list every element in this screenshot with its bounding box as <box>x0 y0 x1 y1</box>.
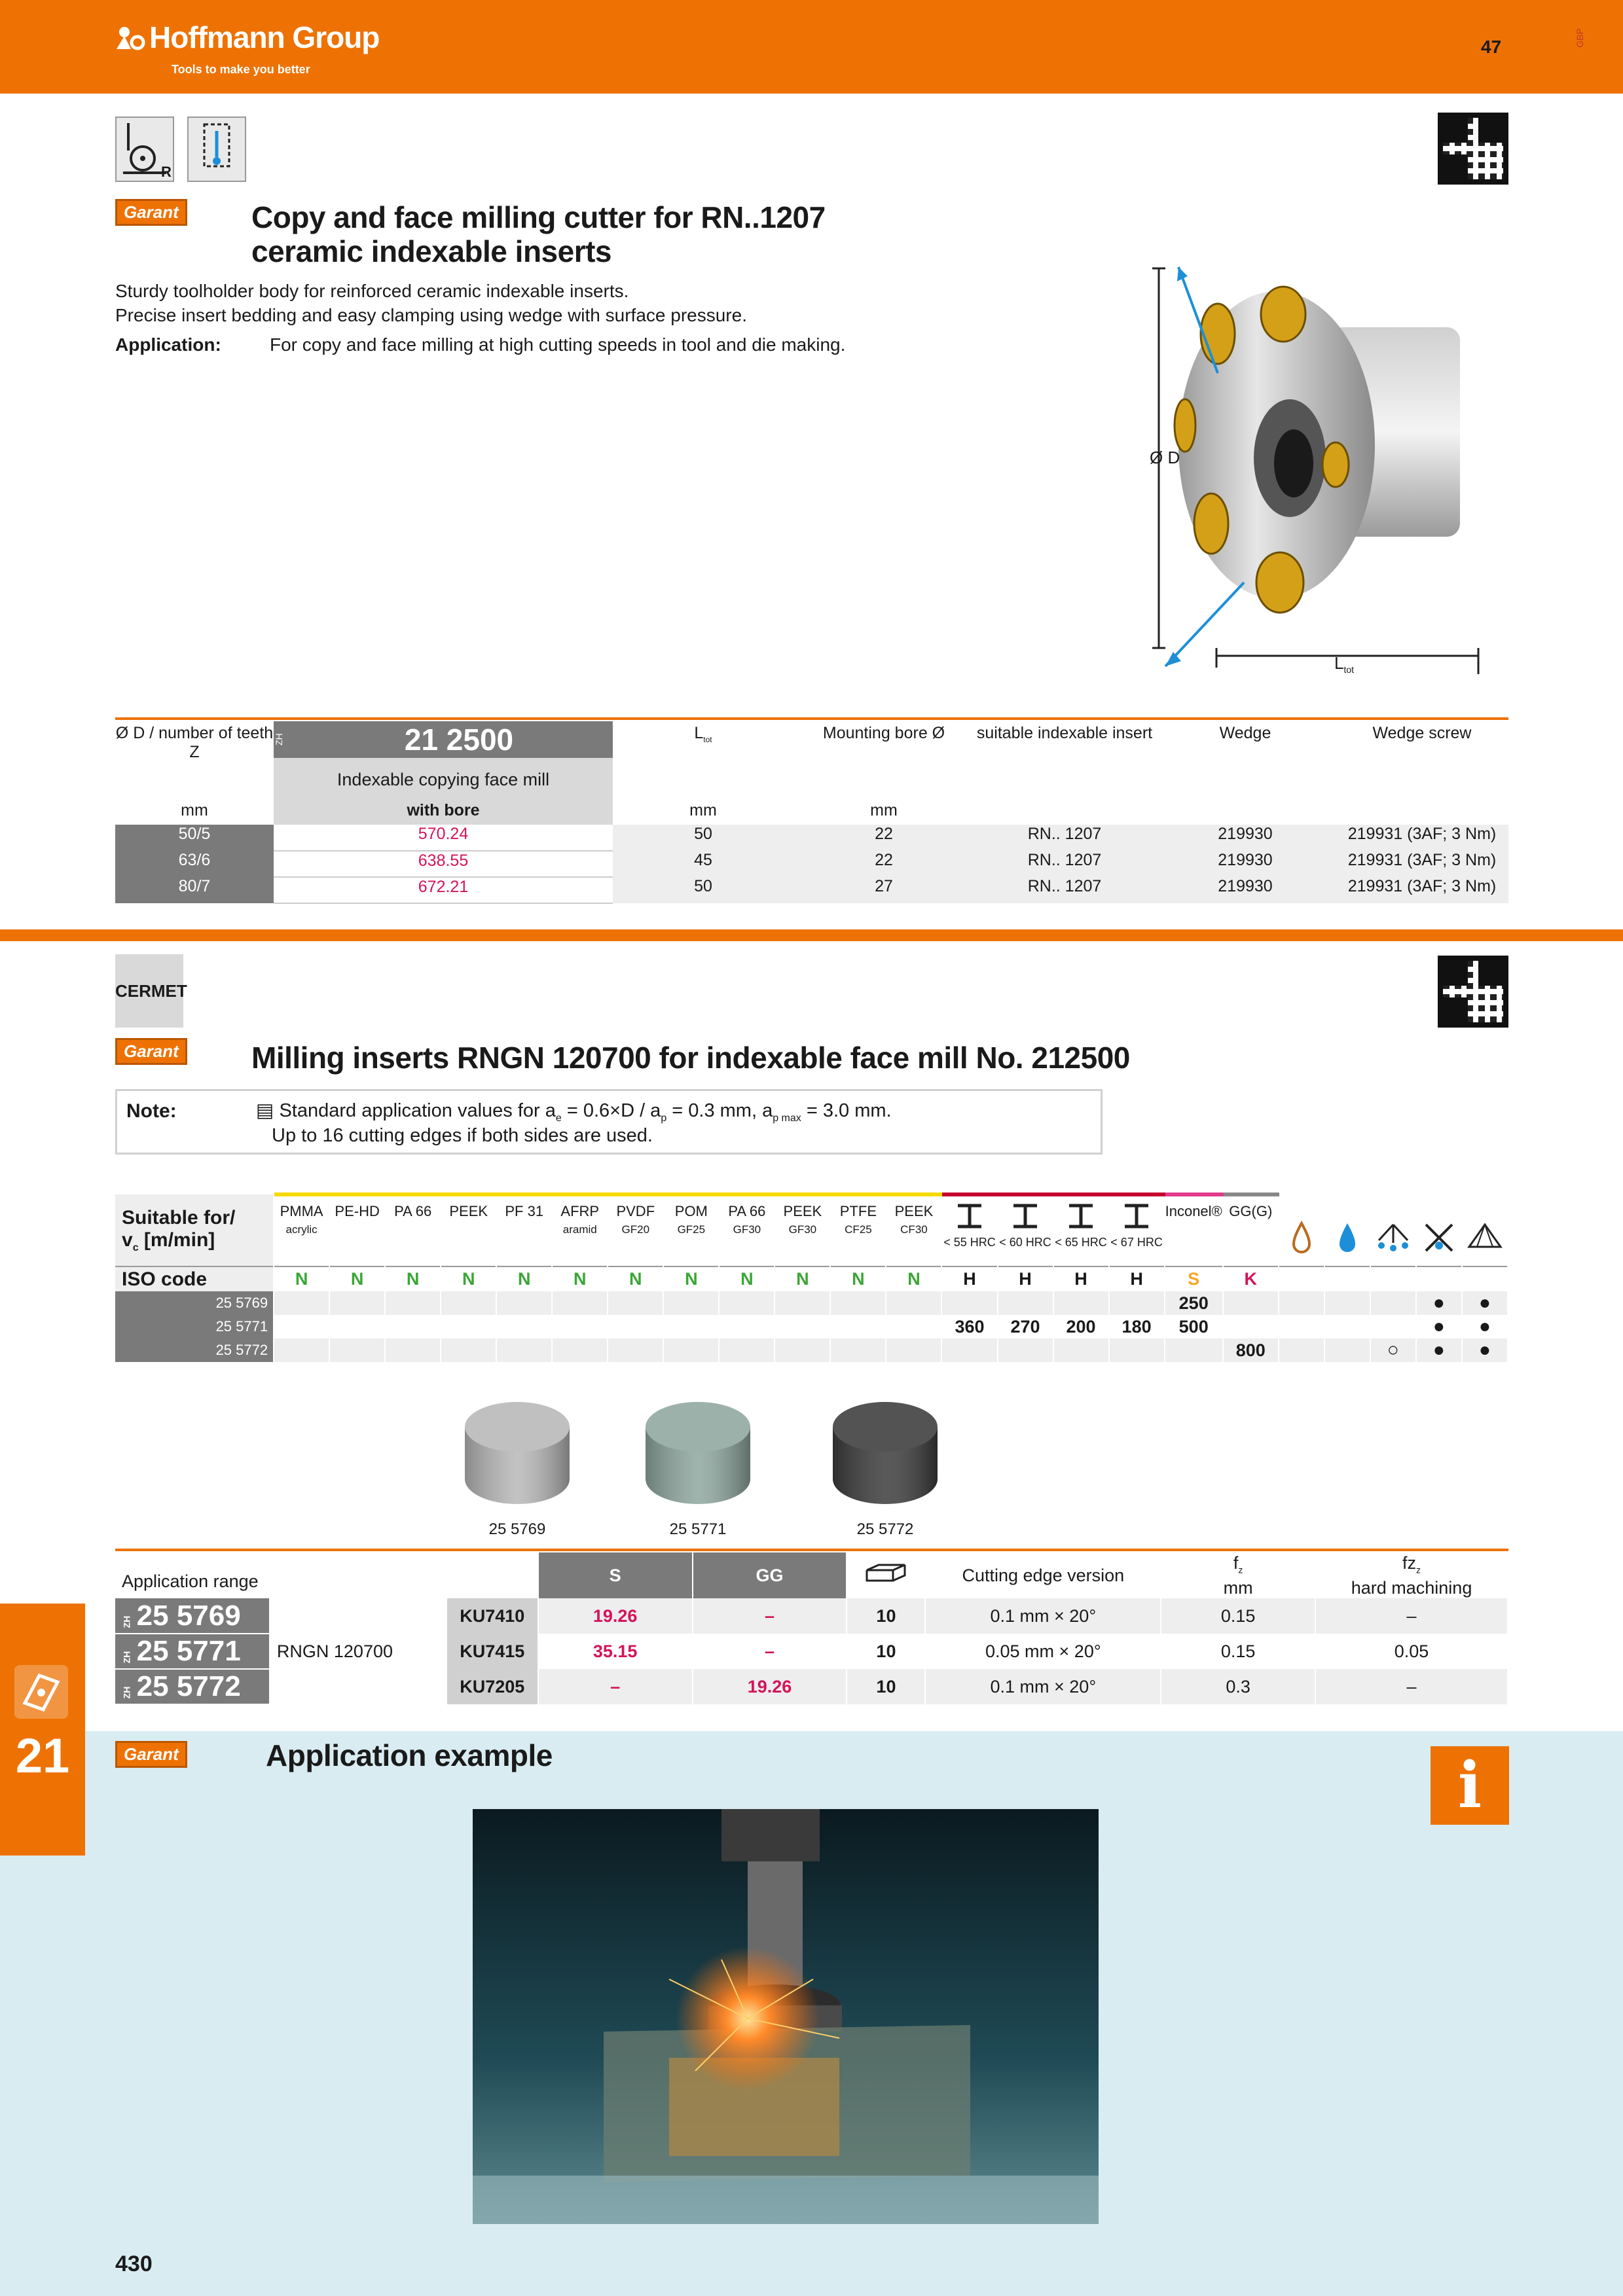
col-fz-hard: $fz_z$ hard machining <box>1315 1552 1508 1598</box>
material-column: Inconel® <box>1165 1194 1223 1266</box>
page-number-top: 47 <box>1481 37 1502 57</box>
material-column: GG(G) <box>1223 1194 1279 1266</box>
application-text: For copy and face milling at high cutting speeds in tool and die making. <box>270 334 846 355</box>
iso-code: H <box>1109 1266 1165 1291</box>
col-wedge-screw: Wedge screw <box>1372 724 1472 742</box>
application-example-title: Application example <box>266 1738 553 1772</box>
iso-code: N <box>608 1266 663 1291</box>
table-row: 50/5 570.24 50 22 RN.. 1207 219930 219931 (3AF; 3 Nm) <box>115 825 1508 851</box>
steel-beam-icon <box>1010 1203 1041 1229</box>
article-description: Indexable copying face mill <box>274 758 613 801</box>
garant-badge: Garant <box>115 1741 187 1768</box>
article-number[interactable]: ZH 25 5771 <box>115 1634 270 1669</box>
article-number[interactable]: ZH 25 5769 <box>115 1598 270 1634</box>
pack-qty: 10 <box>847 1669 925 1704</box>
note-line1: ▤ Standard application values for $a_e = 0.6\times D / a_p = 0.3$ mm, $a_{p max} = 3.0$ mm. <box>256 1100 892 1124</box>
brand-tagline: Tools to make you better <box>172 63 310 76</box>
article-code[interactable]: 25 5771 <box>115 1315 274 1338</box>
table-row: 63/6 638.55 45 22 RN.. 1207 219930 219931 (3AF; 3 Nm) <box>115 851 1508 877</box>
insert-chapter-icon <box>12 1662 71 1721</box>
inserts-price-table <box>115 1552 1508 1705</box>
garant-badge: Garant <box>115 199 187 226</box>
package-icon <box>847 1552 925 1598</box>
material-column: PVDF GF20 <box>608 1194 663 1266</box>
col-length: $L_{tot}$ <box>694 724 712 744</box>
price-gg[interactable]: – <box>693 1598 847 1634</box>
grade: KU7415 <box>447 1634 538 1669</box>
material-cermet-label: CERMET <box>115 954 183 1028</box>
price[interactable]: 638.55 <box>274 851 613 877</box>
article-code[interactable]: 25 5772 <box>115 1338 274 1362</box>
iso-code: S <box>1165 1266 1223 1291</box>
iso-code: N <box>830 1266 886 1291</box>
table-row: 25 5771 360 270 200 180 500 ● ● <box>115 1315 1508 1338</box>
price-s[interactable]: 35.15 <box>538 1634 693 1669</box>
unit-mm: mm <box>181 801 208 819</box>
chapter-number: 21 <box>15 1729 70 1783</box>
article-subtitle: with bore <box>274 801 613 825</box>
table-row <box>115 1598 1508 1634</box>
application-range-label: Application range <box>115 1552 538 1598</box>
note-line2: Up to 16 cutting edges if both sides are used. <box>272 1125 653 1146</box>
iso-code: N <box>886 1266 941 1291</box>
dry-icon <box>1288 1221 1315 1253</box>
iso-code: N <box>385 1266 441 1291</box>
fz: 0.15 <box>1161 1598 1315 1634</box>
steel-beam-icon <box>1065 1203 1097 1229</box>
table-row: 80/7 672.21 50 27 RN.. 1207 219930 219931 (3AF; 3 Nm) <box>115 877 1508 903</box>
price-gg[interactable]: 19.26 <box>693 1669 847 1704</box>
iso-code: N <box>719 1266 775 1291</box>
length-label: $L_{tot}$ <box>1334 653 1355 675</box>
iso-code: H <box>941 1266 997 1291</box>
copy-milling-icon <box>115 117 174 182</box>
grade: KU7410 <box>447 1598 538 1634</box>
qr-code-icon[interactable] <box>1438 113 1508 185</box>
price-s[interactable]: – <box>538 1669 693 1704</box>
material-column: < 55 HRC <box>941 1194 997 1266</box>
note-label: Note: <box>126 1100 177 1122</box>
insert-image <box>826 1394 944 1538</box>
iso-code: N <box>552 1266 608 1291</box>
article-code[interactable]: 25 5769 <box>115 1291 274 1315</box>
col-insert: suitable indexable insert <box>976 724 1153 742</box>
iso-code: N <box>441 1266 496 1291</box>
material-column: PEEK CF30 <box>886 1194 941 1266</box>
material-column: < 67 HRC <box>1109 1194 1165 1266</box>
unit-mm: mm <box>689 801 717 819</box>
price-gg[interactable]: – <box>693 1634 847 1669</box>
price[interactable]: 672.21 <box>274 877 613 903</box>
cutting-edge: 0.1 mm × 20° <box>925 1669 1161 1704</box>
insert-label: 25 5771 <box>669 1520 727 1538</box>
designation: RNGN 120700 <box>270 1598 447 1704</box>
steel-beam-icon <box>954 1203 985 1229</box>
insert-image <box>458 1394 576 1538</box>
iso-code: H <box>1053 1266 1109 1291</box>
iso-code: N <box>496 1266 552 1291</box>
table-row: 25 5769 250 ● ● <box>115 1291 1508 1315</box>
grade: KU7205 <box>447 1669 538 1704</box>
material-column: < 60 HRC <box>998 1194 1053 1266</box>
material-column: PF 31 <box>496 1194 552 1266</box>
material-column: PMMA acrylic <box>274 1194 329 1266</box>
product-title-line2: ceramic indexable inserts <box>251 234 612 268</box>
price[interactable]: 570.24 <box>274 825 613 851</box>
document-icon: ▤ <box>256 1100 274 1121</box>
col-wedge: Wedge <box>1219 724 1271 742</box>
table3-top-rule <box>115 1549 1508 1551</box>
air-blast-icon <box>1467 1221 1503 1253</box>
material-column: PE-HD <box>329 1194 385 1266</box>
application-photo <box>473 1809 1099 2224</box>
section-divider <box>0 929 1623 941</box>
material-column: PA 66 GF30 <box>719 1194 775 1266</box>
iso-code: N <box>329 1266 385 1291</box>
insert-image <box>639 1394 757 1538</box>
note-box <box>115 1089 1103 1155</box>
suitable-for-label: Suitable for/ $v_c$ [m/min] <box>115 1194 274 1266</box>
fz-hard: 0.05 <box>1315 1634 1508 1669</box>
cutting-edge: 0.1 mm × 20° <box>925 1598 1161 1634</box>
pack-qty: 10 <box>847 1634 925 1669</box>
iso-code: H <box>998 1266 1053 1291</box>
insert-label: 25 5769 <box>488 1520 546 1538</box>
material-column: PTFE CF25 <box>830 1194 886 1266</box>
zh-label: ZH <box>274 721 305 758</box>
application-label: Application: <box>115 334 221 355</box>
unit-mm: mm <box>870 801 898 819</box>
iso-code-label: ISO code <box>115 1266 274 1291</box>
product-description-line2: Precise insert bedding and easy clamping using wedge with surface pressure. <box>115 305 747 325</box>
no-coolant-icon <box>1421 1221 1457 1253</box>
currency-label: GBP <box>1574 28 1585 48</box>
steel-beam-icon <box>1121 1203 1152 1229</box>
spray-coolant-icon <box>1375 1221 1412 1253</box>
article-number: 21 2500 <box>305 721 613 758</box>
fz-hard: – <box>1315 1598 1508 1634</box>
qr-code-icon[interactable] <box>1438 956 1508 1028</box>
material-column: PEEK GF30 <box>775 1194 830 1266</box>
internal-coolant-icon <box>187 117 246 182</box>
insert-label: 25 5772 <box>856 1520 914 1538</box>
material-column: PA 66 <box>385 1194 441 1266</box>
milling-cutter-image <box>1139 255 1493 681</box>
brand-logo[interactable] <box>115 20 379 55</box>
hoffmann-logo-icon <box>115 24 145 50</box>
garant-badge: Garant <box>115 1038 187 1065</box>
col-gg: GG <box>693 1552 847 1598</box>
price-s[interactable]: 19.26 <box>538 1598 693 1634</box>
iso-code: N <box>663 1266 719 1291</box>
article-number[interactable]: ZH 25 5772 <box>115 1669 270 1704</box>
material-column: POM GF25 <box>663 1194 719 1266</box>
material-column: AFRP aramid <box>552 1194 608 1266</box>
suitability-table <box>115 1193 1508 1362</box>
iso-code: N <box>775 1266 830 1291</box>
iso-code: N <box>274 1266 329 1291</box>
iso-code: K <box>1223 1266 1279 1291</box>
page-number-bottom: 430 <box>115 2251 153 2276</box>
icon-label-r: R <box>161 164 172 180</box>
table-row: 25 5772 800 ○ ● ● <box>115 1338 1508 1362</box>
col-cutting-edge: Cutting edge version <box>925 1552 1161 1598</box>
material-column: < 65 HRC <box>1053 1194 1109 1266</box>
coolant-icon <box>1334 1221 1360 1253</box>
table1-top-rule <box>115 717 1508 720</box>
brand-name: Hoffmann Group <box>149 20 380 54</box>
col-diameter: Ø D / number of teeth Z <box>115 724 274 761</box>
fz: 0.15 <box>1161 1634 1315 1669</box>
cutting-edge: 0.05 mm × 20° <box>925 1634 1161 1669</box>
col-fz: $f_z$ mm <box>1161 1552 1315 1598</box>
material-column: PEEK <box>441 1194 496 1266</box>
inserts-title: Milling inserts RNGN 120700 for indexable face mill No. 212500 <box>251 1041 1130 1075</box>
fz-hard: – <box>1315 1669 1508 1704</box>
diameter-label: Ø D <box>1150 448 1180 467</box>
col-mounting-bore: Mounting bore Ø <box>822 724 945 742</box>
info-icon[interactable]: i <box>1431 1746 1509 1825</box>
cutter-table <box>115 721 1508 904</box>
product-title-line1: Copy and face milling cutter for RN..1207 <box>251 200 826 234</box>
col-s: S <box>538 1552 693 1598</box>
fz: 0.3 <box>1161 1669 1315 1704</box>
product-description-line1: Sturdy toolholder body for reinforced ceramic indexable inserts. <box>115 281 629 301</box>
pack-qty: 10 <box>847 1598 925 1634</box>
